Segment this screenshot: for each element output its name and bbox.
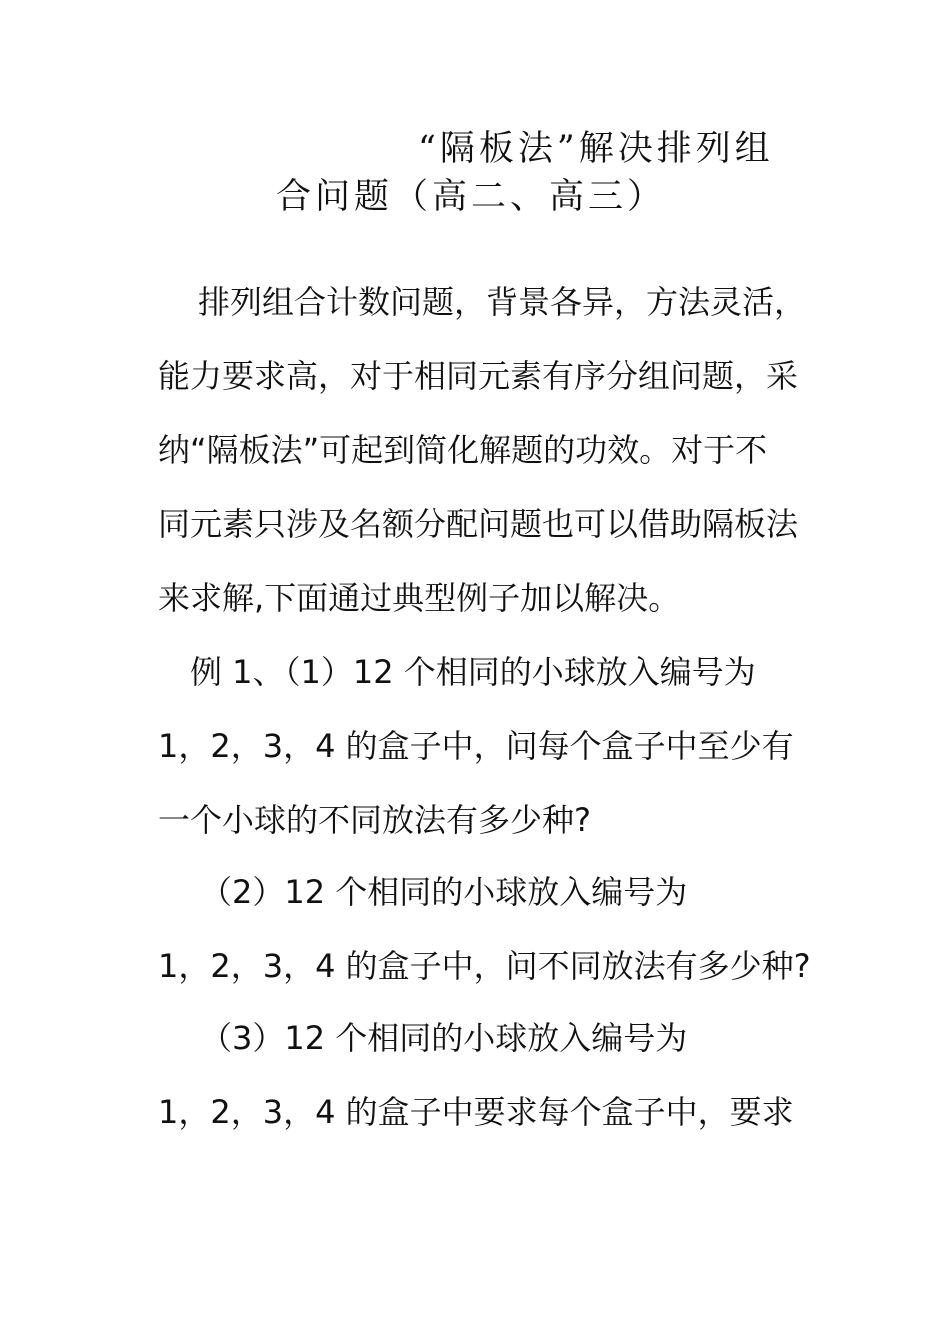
example-heading-line: 例 1、（1）12 个相同的小球放入编号为 xyxy=(190,653,756,691)
document-title-line-2: 合问题（高二、高三） xyxy=(276,177,667,217)
paragraph-line-1: 排列组合计数问题，背景各异，方法灵活， xyxy=(198,283,807,321)
example-2-line-2: 1，2，3，4 的盒子中，问不同放法有多少种? xyxy=(158,947,811,985)
paragraph-line-2: 能力要求高，对于相同元素有序分组问题，采 xyxy=(158,357,799,395)
example-1-line-2: 1，2，3，4 的盒子中，问每个盒子中至少有 xyxy=(158,727,794,765)
paragraph-line-4: 同元素只涉及名额分配问题也可以借助隔板法 xyxy=(158,505,799,543)
document-title-line-1: “隔板法”解决排列组 xyxy=(418,129,774,169)
example-2-line-1: （2）12 个相同的小球放入编号为 xyxy=(200,873,688,911)
example-1-line-3: 一个小球的不同放法有多少种? xyxy=(158,801,591,839)
example-3-line-1: （3）12 个相同的小球放入编号为 xyxy=(200,1019,688,1057)
paragraph-line-3: 纳“隔板法”可起到简化解题的功效。对于不 xyxy=(158,431,768,469)
example-3-line-2: 1，2，3，4 的盒子中要求每个盒子中，要求 xyxy=(158,1093,794,1131)
paragraph-line-5: 来求解,下面通过典型例子加以解决。 xyxy=(158,579,681,617)
